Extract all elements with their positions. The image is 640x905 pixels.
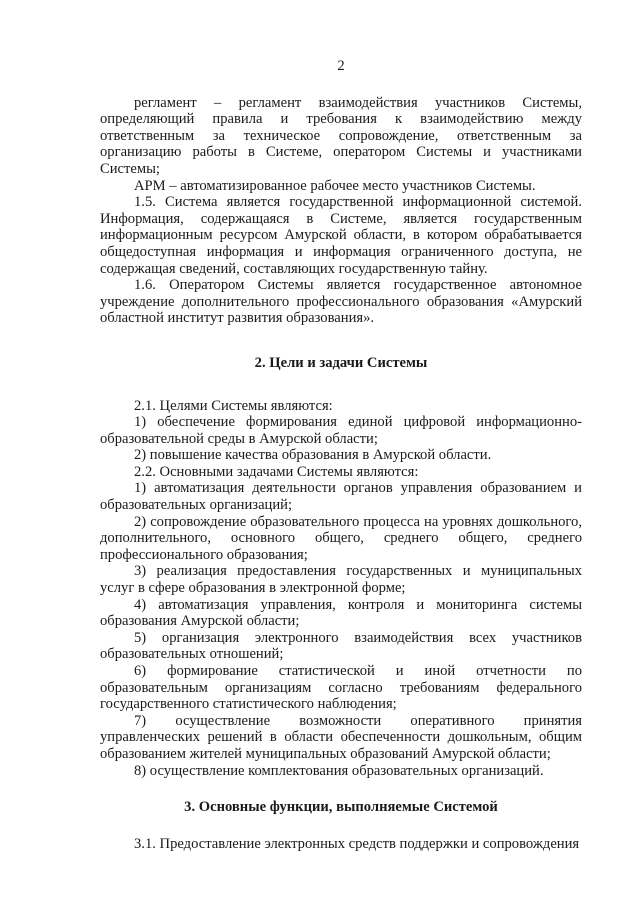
paragraph-1-5: 1.5. Система является государственной информационной системой. Информация, содержащаяся в Системе, является государственным информационным ресурсом Амурской области, в котором обрабатывается общедоступная информация и информация ограниченного доступа, не содержащая сведений, составляющих государственную тайну. bbox=[100, 194, 582, 277]
paragraph-arm: АРМ – автоматизированное рабочее место участников Системы. bbox=[134, 177, 536, 194]
list-item: 2) повышение качества образования в Амурской области. bbox=[134, 447, 492, 464]
paragraph-2-1: 2.1. Целями Системы являются: bbox=[134, 397, 333, 414]
list-item: 1) автоматизация деятельности органов управления образованием и образовательных организаций; bbox=[100, 480, 582, 514]
paragraph-3-1: 3.1. Предоставление электронных средств поддержки и сопровождения bbox=[134, 835, 580, 852]
list-item: 7) осуществление возможности оперативного принятия управленческих решений в области обеспеченности дошкольным, общим образованием жителей муниципальных образований Амурской области; bbox=[100, 712, 582, 762]
list-item: 3) реализация предоставления государственных и муниципальных услуг в сфере образования в электронной форме; bbox=[100, 563, 582, 597]
section-2-title: 2. Цели и задачи Системы bbox=[254, 354, 428, 371]
list-item: 2) сопровождение образовательного процесса на уровнях дошкольного, дополнительного, основного общего, среднего общего, среднего профессионального образования; bbox=[100, 513, 582, 563]
paragraph-1-6: 1.6. Оператором Системы является государственное автономное учреждение дополнительного профессионального образования «Амурский областной институт развития образования». bbox=[100, 277, 582, 327]
list-item: 4) автоматизация управления, контроля и мониторинга системы образования Амурской области; bbox=[100, 596, 582, 630]
list-item: 6) формирование статистической и иной отчетности по образовательным организациям согласно требованиям федерального государственного статистического наблюдения; bbox=[100, 663, 582, 713]
page-number: 2 bbox=[337, 58, 345, 74]
list-item: 8) осуществление комплектования образовательных организаций. bbox=[134, 762, 544, 779]
section-3-body bbox=[100, 836, 582, 853]
section-2-body bbox=[100, 398, 582, 780]
intro-block bbox=[100, 95, 582, 327]
list-item: 5) организация электронного взаимодействия всех участников образовательных отношений; bbox=[100, 629, 582, 663]
section-3-title: 3. Основные функции, выполняемые Системой bbox=[184, 799, 498, 816]
paragraph-2-2: 2.2. Основными задачами Системы являются: bbox=[134, 463, 419, 480]
list-item: 1) обеспечение формирования единой цифровой информационно-образовательной среды в Амурской области; bbox=[100, 414, 582, 447]
paragraph-reglament: регламент – регламент взаимодействия участников Системы, определяющий правила и требования к взаимодействию между ответственным за техническое сопровождение, ответственным за организацию работы в Системе, оператором Системы и участниками Системы; bbox=[100, 94, 582, 177]
